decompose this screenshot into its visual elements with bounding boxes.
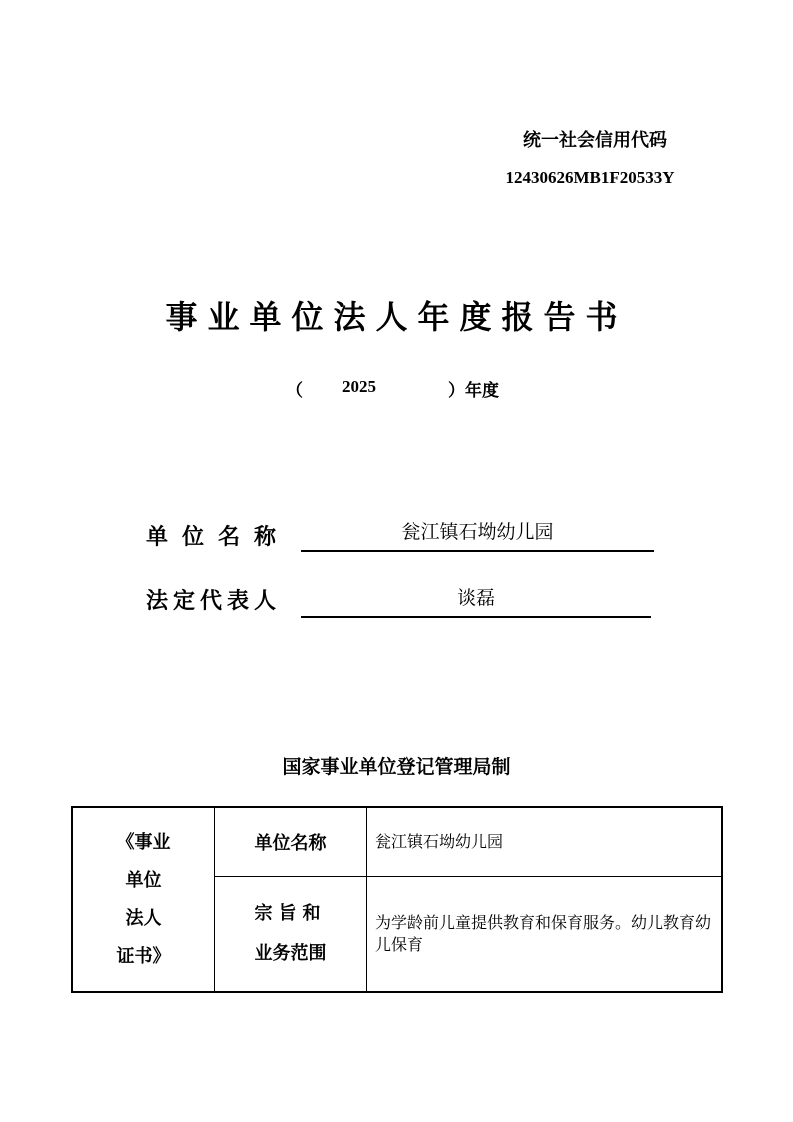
cert-name-label: 单位名称 <box>215 807 367 877</box>
report-year: 2025 <box>342 377 376 396</box>
report-year-line <box>280 376 540 400</box>
certificate-title-line: 证书》 <box>116 945 171 967</box>
issuer-line: 国家事业单位登记管理局制 <box>282 756 511 778</box>
credit-code-value: 12430626MB1F20533Y <box>505 168 675 187</box>
table-row <box>72 807 722 877</box>
credit-code-label: 统一社会信用代码 <box>523 130 667 151</box>
year-suffix: ）年度 <box>448 381 499 401</box>
year-open-paren: （ <box>286 381 303 401</box>
cert-scope-label <box>215 877 367 993</box>
unit-name-value: 瓮江镇石坳幼儿园 <box>301 518 654 552</box>
certificate-table <box>71 806 723 993</box>
cert-name-value: 瓮江镇石坳幼儿园 <box>367 807 723 877</box>
report-title: 事业单位法人年度报告书 <box>165 298 628 336</box>
certificate-title-line: 《事业 <box>116 831 171 853</box>
legal-rep-value: 谈磊 <box>301 584 651 618</box>
certificate-title-line: 单位 <box>125 869 162 891</box>
cert-scope-label-line: 业务范围 <box>254 943 327 964</box>
legal-rep-label: 法定代表人 <box>146 589 282 614</box>
cert-scope-value: 为学龄前儿童提供教育和保育服务。幼儿教育幼儿保育 <box>367 877 723 993</box>
cert-scope-label-line: 宗旨和 <box>254 903 327 924</box>
certificate-title <box>72 807 215 992</box>
unit-name-label: 单位名称 <box>146 525 291 550</box>
certificate-title-line: 法人 <box>125 907 162 929</box>
